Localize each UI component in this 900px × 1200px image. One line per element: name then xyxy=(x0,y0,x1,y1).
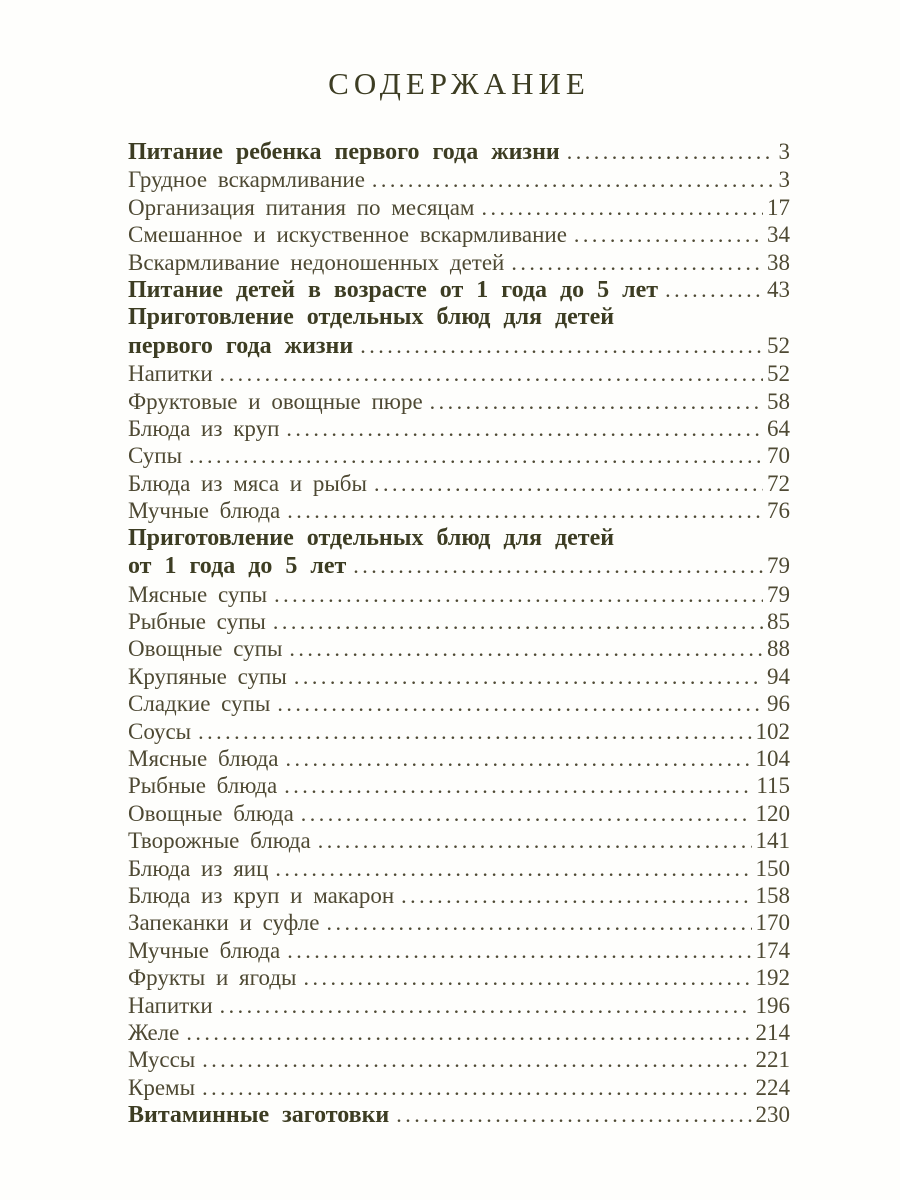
toc-entry-page: 52 xyxy=(767,332,790,358)
toc-entry-label: Овощные супы xyxy=(128,636,283,662)
toc-entry xyxy=(128,690,790,717)
toc-entry-page: 141 xyxy=(755,828,790,854)
toc-entry-label: Блюда из яиц xyxy=(128,855,269,881)
toc-entry-label: Рыбные блюда xyxy=(128,773,278,799)
toc-entry xyxy=(128,525,790,552)
toc-entry-label: Запеканки и суфле xyxy=(128,910,320,936)
toc-entry-page: 115 xyxy=(756,773,790,799)
toc-entry-label: Приготовление отдельных блюд для детей xyxy=(128,304,615,331)
toc-entry-label: Напитки xyxy=(128,992,213,1018)
toc-entry-label: Питание детей в возрасте от 1 года до 5 лет xyxy=(128,277,659,304)
dot-leader xyxy=(367,470,763,497)
toc-entry-page: 79 xyxy=(767,581,790,607)
dot-leader xyxy=(191,718,751,745)
dot-leader xyxy=(279,745,752,772)
toc-entry xyxy=(128,276,790,304)
page-title: СОДЕРЖАНИЕ xyxy=(328,66,590,101)
toc-entry-page: 85 xyxy=(767,608,790,634)
toc-entry-label: Вскармливание недоношенных детей xyxy=(128,249,505,275)
toc-entry-label: Кремы xyxy=(128,1074,196,1100)
toc-entry xyxy=(128,388,790,415)
toc-entry-label: Блюда из круп и макарон xyxy=(128,882,395,908)
toc-entry xyxy=(128,332,790,360)
toc-entry-label: Овощные блюда xyxy=(128,800,294,826)
toc-entry-label: Муссы xyxy=(128,1047,196,1073)
toc-entry-page: 158 xyxy=(755,882,790,908)
toc-entry-label: Сладкие супы xyxy=(128,691,271,717)
dot-leader xyxy=(346,552,763,579)
dot-leader xyxy=(365,166,775,193)
toc-entry-page: 43 xyxy=(767,277,790,303)
toc-entry-label: Фруктовые и овощные пюре xyxy=(128,388,423,414)
dot-leader xyxy=(277,772,752,799)
toc-entry xyxy=(128,415,790,442)
dot-leader xyxy=(504,249,763,276)
toc-entry xyxy=(128,138,790,166)
dot-leader xyxy=(287,663,763,690)
toc-entry-label: Мучные блюда xyxy=(128,937,281,963)
toc-entry xyxy=(128,360,790,387)
toc-entry xyxy=(128,304,790,331)
dot-leader xyxy=(179,1019,751,1046)
toc-entry xyxy=(128,718,790,745)
toc-entry-page: 96 xyxy=(767,691,790,717)
toc-entry-page: 224 xyxy=(755,1074,790,1100)
toc-entry-page: 221 xyxy=(755,1047,790,1073)
toc-entry xyxy=(128,1101,790,1129)
toc-entry-label: Супы xyxy=(128,443,183,469)
toc-entry xyxy=(128,1019,790,1046)
dot-leader xyxy=(296,964,751,991)
toc-entry xyxy=(128,194,790,221)
toc-entry xyxy=(128,800,790,827)
dot-leader xyxy=(279,415,763,442)
toc-entry xyxy=(128,581,790,608)
toc-entry xyxy=(128,827,790,854)
toc-entry-page: 76 xyxy=(767,498,790,524)
toc-entry-page: 88 xyxy=(767,636,790,662)
toc-entry-page: 34 xyxy=(767,222,790,248)
toc-entry-page: 70 xyxy=(767,443,790,469)
dot-leader xyxy=(213,992,752,1019)
toc-entry xyxy=(128,497,790,524)
toc-entry xyxy=(128,1074,790,1101)
toc-entry-label: Витаминные заготовки xyxy=(128,1102,390,1129)
toc-entry-label: Организация питания по месяцам xyxy=(128,194,475,220)
toc-entry-label: первого года жизни xyxy=(128,332,354,359)
toc-entry xyxy=(128,882,790,909)
toc-entry-label: Смешанное и искуственное вскармливание xyxy=(128,222,567,248)
toc-entry-page: 120 xyxy=(755,800,790,826)
dot-leader xyxy=(389,1101,751,1128)
toc-entry-page: 170 xyxy=(755,910,790,936)
dot-leader xyxy=(474,194,763,221)
dot-leader xyxy=(658,276,763,303)
dot-leader xyxy=(270,690,763,717)
toc-entry-label: Желе xyxy=(128,1020,180,1045)
toc-entry-label: Грудное вскармливание xyxy=(128,167,365,193)
toc-entry xyxy=(128,249,790,276)
toc-entry-page: 174 xyxy=(755,937,790,963)
toc-entry-label: Блюда из круп xyxy=(128,416,280,442)
dot-leader xyxy=(280,937,751,964)
toc-entry-label: Мясные супы xyxy=(128,581,268,607)
dot-leader xyxy=(182,442,763,469)
toc-entry-label: Напитки xyxy=(128,361,213,387)
dot-leader xyxy=(267,581,763,608)
toc-entry-label: Крупяные супы xyxy=(128,663,287,689)
dot-leader xyxy=(394,882,751,909)
toc-entry-page: 79 xyxy=(767,553,790,579)
toc-entry xyxy=(128,166,790,193)
toc-entry xyxy=(128,470,790,497)
toc-entry-label: Соусы xyxy=(128,718,192,744)
toc-entry-page: 17 xyxy=(767,194,790,220)
toc-entry-page: 150 xyxy=(755,855,790,881)
dot-leader xyxy=(282,635,763,662)
toc-entry xyxy=(128,663,790,690)
dot-leader xyxy=(268,855,751,882)
dot-leader xyxy=(213,360,763,387)
toc-entry xyxy=(128,1046,790,1073)
toc-entry xyxy=(128,772,790,799)
toc-entry xyxy=(128,552,790,580)
toc-entry-page: 102 xyxy=(755,718,790,744)
toc-entry-page: 196 xyxy=(755,992,790,1018)
toc-entry-page: 230 xyxy=(755,1102,790,1128)
toc-entry xyxy=(128,937,790,964)
dot-leader xyxy=(423,388,763,415)
toc-entry-page: 3 xyxy=(778,139,790,164)
table-of-contents xyxy=(128,138,790,1130)
toc-entry xyxy=(128,909,790,936)
toc-entry xyxy=(128,992,790,1019)
dot-leader xyxy=(560,138,775,165)
dot-leader xyxy=(280,497,763,524)
toc-entry-label: Блюда из мяса и рыбы xyxy=(128,470,367,496)
toc-entry xyxy=(128,855,790,882)
toc-entry-label: Фрукты и ягоды xyxy=(128,965,297,991)
toc-entry xyxy=(128,221,790,248)
dot-leader xyxy=(319,909,751,936)
dot-leader xyxy=(266,608,763,635)
toc-entry xyxy=(128,964,790,991)
toc-entry-label: Мучные блюда xyxy=(128,498,281,524)
toc-entry-page: 94 xyxy=(767,663,790,689)
toc-entry-page: 72 xyxy=(767,470,790,496)
toc-entry-page: 64 xyxy=(767,416,790,442)
toc-entry xyxy=(128,745,790,772)
dot-leader xyxy=(294,800,752,827)
toc-entry-page: 192 xyxy=(755,965,790,991)
toc-entry-page: 3 xyxy=(778,167,790,193)
toc-entry-page: 38 xyxy=(767,249,790,275)
toc-entry-page: 214 xyxy=(755,1020,790,1045)
toc-entry-label: Рыбные супы xyxy=(128,608,266,634)
toc-entry xyxy=(128,635,790,662)
dot-leader xyxy=(353,332,763,359)
toc-entry-page: 104 xyxy=(755,745,790,771)
toc-entry-label: Творожные блюда xyxy=(128,828,311,854)
toc-entry-label: Мясные блюда xyxy=(128,745,279,771)
dot-leader xyxy=(195,1046,751,1073)
dot-leader xyxy=(567,221,763,248)
toc-entry xyxy=(128,608,790,635)
toc-entry-label: от 1 года до 5 лет xyxy=(128,553,347,580)
dot-leader xyxy=(311,827,752,854)
toc-entry-label: Приготовление отдельных блюд для детей xyxy=(128,524,615,551)
dot-leader xyxy=(195,1074,751,1101)
toc-entry xyxy=(128,442,790,469)
toc-entry-label: Питание ребенка первого года жизни xyxy=(128,139,560,165)
toc-entry-page: 52 xyxy=(767,361,790,387)
toc-entry-page: 58 xyxy=(767,388,790,414)
